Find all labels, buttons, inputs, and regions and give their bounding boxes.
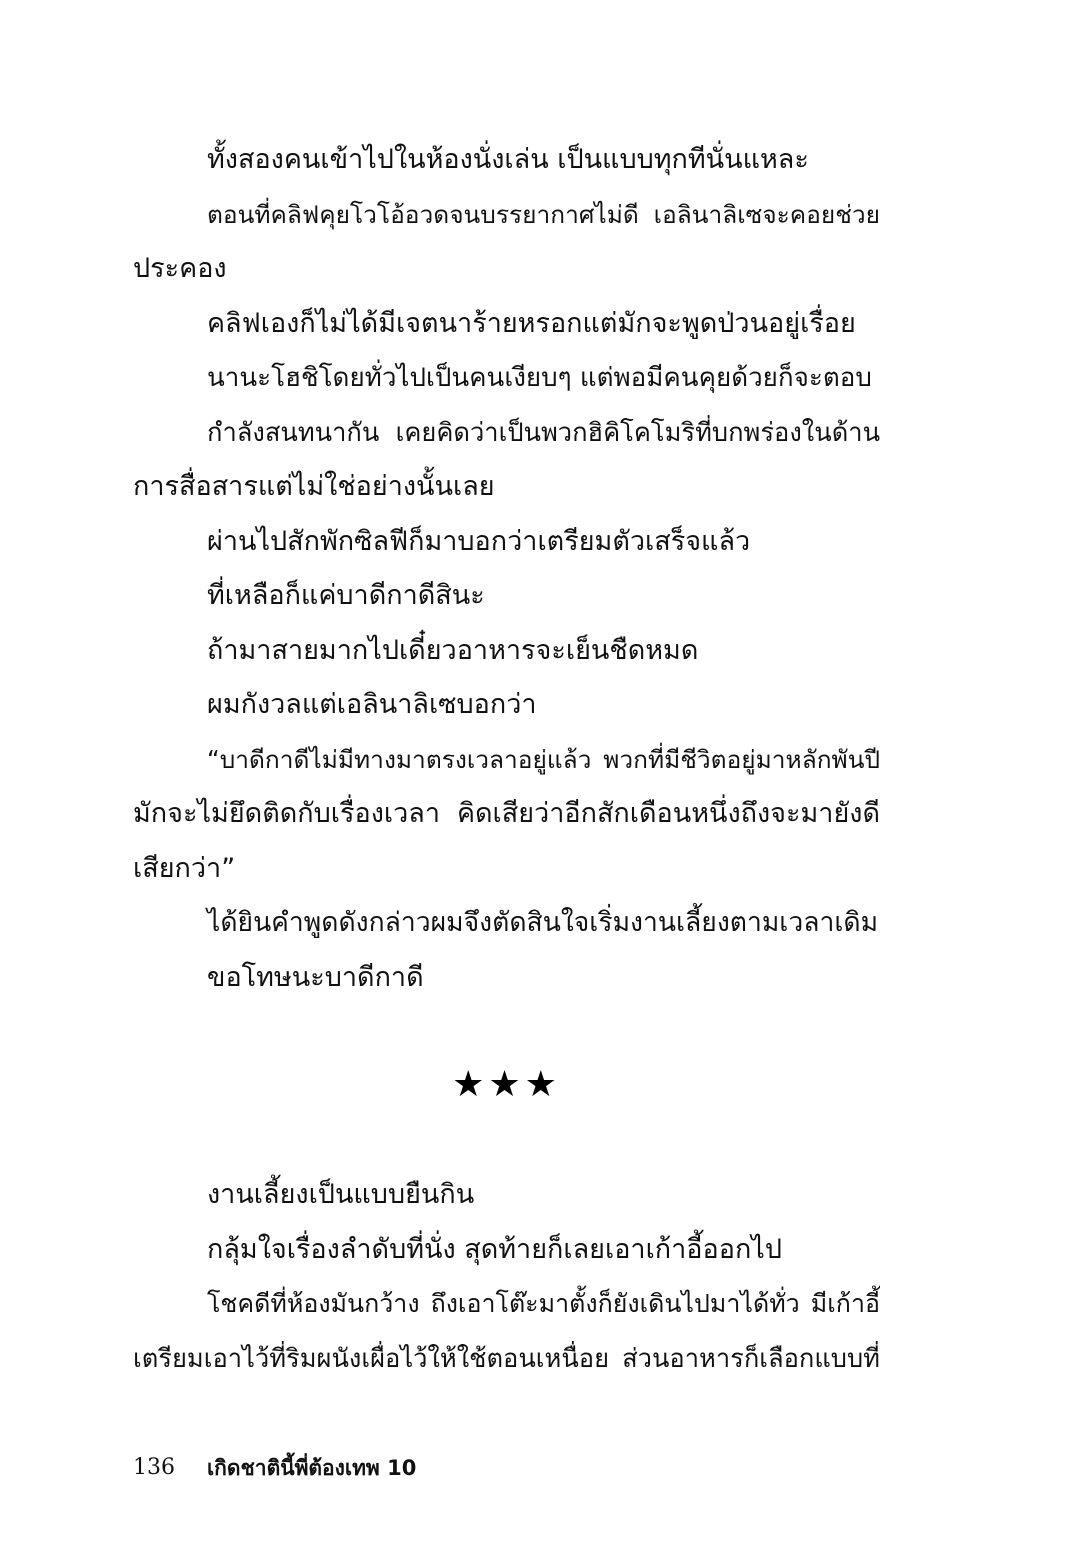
- running-title: เกิดชาตินี้พี่ต้องเทพ 10: [207, 1456, 417, 1480]
- text-line: ถ้ามาสายมากไปเดี๋ยวอาหารจะเย็นชืดหมด: [207, 634, 699, 666]
- text-line: ตอนที่คลิฟคุยโวโอ้อวดจนบรรยากาศไม่ดี เอลินาลิเซจะคอยช่วย: [207, 199, 880, 229]
- text-line: คลิฟเองก็ไม่ได้มีเจตนาร้ายหรอกแต่มักจะพูดป่วนอยู่เรื่อย: [207, 307, 856, 339]
- text-line: นานะโฮชิโดยทั่วไปเป็นคนเงียบๆ แต่พอมีคนคุยด้วยก็จะตอบ: [207, 363, 872, 393]
- page-number: 136: [133, 1455, 175, 1480]
- scene-break-stars: ★★★: [452, 1064, 561, 1105]
- text-line: ทั้งสองคนเข้าไปในห้องนั่งเล่น เป็นแบบทุกทีนั่นแหละ: [207, 144, 809, 175]
- text-line: ผมกังวลแต่เอลินาลิเซบอกว่า: [207, 689, 537, 720]
- body-text: [133, 133, 880, 1386]
- text-line: ที่เหลือก็แค่บาดีกาดีสินะ: [207, 580, 485, 611]
- text-line: ขอโทษนะบาดีกาดี: [207, 961, 424, 993]
- text-line: ประคอง: [133, 253, 227, 284]
- text-line: กำลังสนทนากัน เคยคิดว่าเป็นพวกฮิคิโคโมริที่บกพร่องในด้าน: [207, 417, 880, 448]
- text-line: “บาดีกาดีไม่มีทางมาตรงเวลาอยู่แล้ว พวกที่มีชีวิตอยู่มาหลักพันปี: [207, 744, 880, 774]
- text-line: โชคดีที่ห้องมันกว้าง ถึงเอาโต๊ะมาตั้งก็ยังเดินไปมาได้ทั่ว มีเก้าอี้: [207, 1289, 880, 1318]
- text-line: เตรียมเอาไว้ที่ริมผนังเผื่อไว้ให้ใช้ตอนเหนื่อย ส่วนอาหารก็เลือกแบบที่: [133, 1343, 880, 1374]
- text-line: งานเลี้ยงเป็นแบบยืนกิน: [207, 1179, 475, 1210]
- text-line: มักจะไม่ยึดติดกับเรื่องเวลา คิดเสียว่าอีกสักเดือนหนึ่งถึงจะมายังดี: [133, 798, 880, 829]
- text-line: การสื่อสารแต่ไม่ใช่อย่างนั้นเลย: [133, 471, 495, 502]
- text-line: ได้ยินคำพูดดังกล่าวผมจึงตัดสินใจเริ่มงานเลี้ยงตามเวลาเดิม: [207, 907, 879, 938]
- text-line: ผ่านไปสักพักซิลฟีก็มาบอกว่าเตรียมตัวเสร็จแล้ว: [207, 525, 751, 557]
- page-footer: [133, 1450, 880, 1486]
- text-line: เสียกว่า”: [133, 852, 236, 884]
- text-line: กลุ้มใจเรื่องลำดับที่นั่ง สุดท้ายก็เลยเอาเก้าอี้ออกไป: [207, 1233, 783, 1265]
